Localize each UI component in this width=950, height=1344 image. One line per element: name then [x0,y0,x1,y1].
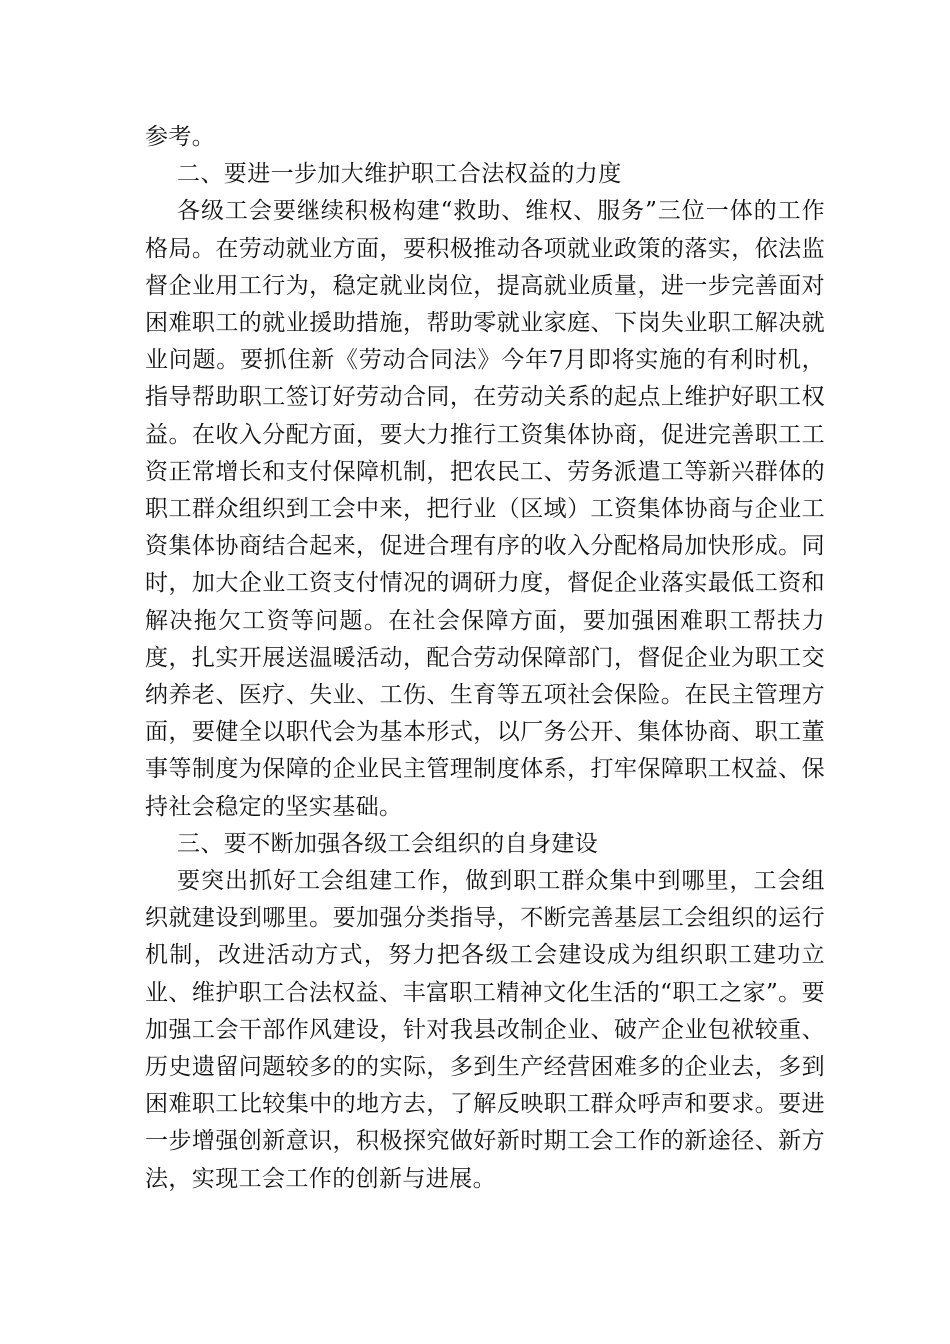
section-heading-three: 三、要不断加强各级工会组织的自身建设 [177,830,599,857]
section-heading-two: 二、要进一步加大维护职工合法权益的力度 [177,161,622,188]
paragraph-union-building: 要突出抓好工会组建工作，做到职工群众集中到哪里，工会组织就建设到哪里。要加强分类指导，不断完善基层工会组织的运行机制，改进活动方式，努力把各级工会建设成为组织职工建功立业、维护职工合法权益、丰富职工精神文化生活的“职工之家”。要加强工会干部作风建设，针对我县改制企业、破产企业包袱较重、历史遗留问题较多的的实际，多到生产经营困难多的企业去，多到困难职工比较集中的地方去，了解反映职工群众呼声和要求。要进一步增强创新意识，积极探究做好新时期工会工作的新途径、新方法，实现工会工作的创新与进展。 [145,868,825,1192]
document-body [145,119,825,1198]
paragraph-labor-rights: 各级工会要继续积极构建“救助、维权、服务”三位一体的工作格局。在劳动就业方面，要积极推动各项就业政策的落实，依法监督企业用工行为，稳定就业岗位，提高就业质量，进一步完善面对困难职工的就业援助措施，帮助零就业家庭、下岗失业职工解决就业问题。要抓住新《劳动合同法》今年7月即将实施的有利时机，指导帮助职工签订好劳动合同，在劳动关系的起点上维护好职工权益。在收入分配方面，要大力推行工资集体协商，促进完善职工工资正常增长和支付保障机制，把农民工、劳务派遣工等新兴群体的职工群众组织到工会中来，把行业（区域）工资集体协商与企业工资集体协商结合起来，促进合理有序的收入分配格局加快形成。同时，加大企业工资支付情况的调研力度，督促企业落实最低工资和解决拖欠工资等问题。在社会保障方面，要加强困难职工帮扶力度，扎实开展送温暖活动，配合劳动保障部门，督促企业为职工交纳养老、医疗、失业、工伤、生育等五项社会保险。在民主管理方面，要健全以职代会为基本形式，以厂务公开、集体协商、职工董事等制度为保障的企业民主管理制度体系，打牢保障职工权益、保持社会稳定的坚实基础。 [145,198,825,820]
paragraph-continuation: 参考。 [145,124,216,150]
